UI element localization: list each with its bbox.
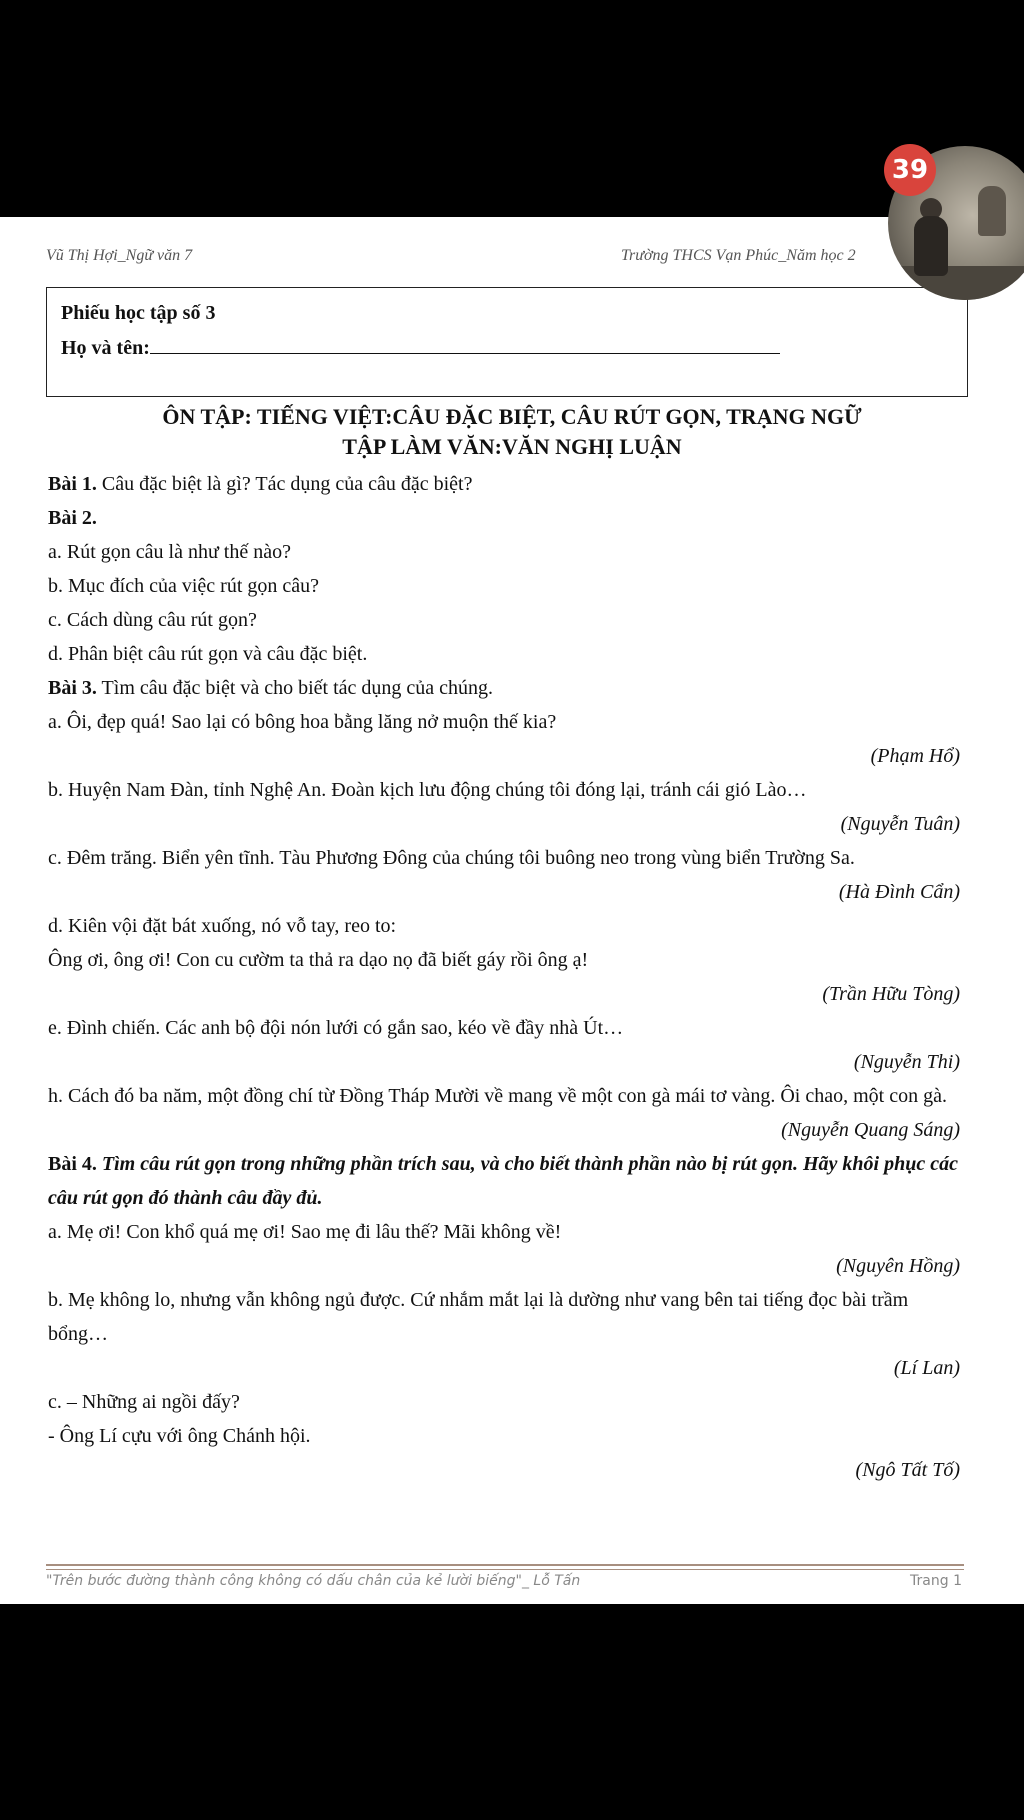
info-box <box>46 287 968 397</box>
bai3-c-author: (Hà Đình Cẩn) <box>838 881 960 903</box>
header-school: Trường THCS Vạn Phúc_Năm học 2 <box>621 247 856 264</box>
bai3-e-author: (Nguyễn Thi) <box>853 1051 960 1073</box>
bai2-item-c: c. Cách dùng câu rút gọn? <box>48 609 257 631</box>
notification-badge[interactable]: 39 <box>884 144 936 196</box>
bai3-d-author: (Trần Hữu Tòng) <box>822 983 960 1005</box>
bai1-label: Bài 1. <box>48 473 97 495</box>
bai4 <box>48 1147 960 1215</box>
bai4-a: a. Mẹ ơi! Con khổ quá mẹ ơi! Sao mẹ đi lâu thế? Mãi không về! <box>48 1221 562 1243</box>
footer-quote: "Trên bước đường thành công không có dấu chân của kẻ lười biếng"_ Lỗ Tấn <box>46 1573 581 1589</box>
bai3-h: h. Cách đó ba năm, một đồng chí từ Đồng Tháp Mười về mang về một con gà mái tơ vàng. Ôi chao, một con gà. <box>48 1085 947 1107</box>
bai4-text: Tìm câu rút gọn trong những phần trích sau, và cho biết thành phần nào bị rút gọn. Hãy khôi phục các câu rút gọn đó thành câu đầy đủ. <box>48 1153 958 1209</box>
bai4-c-author: (Ngô Tất Tố) <box>855 1459 960 1481</box>
bai3-h-author: (Nguyễn Quang Sáng) <box>781 1119 960 1141</box>
bai2-item-b: b. Mục đích của việc rút gọn câu? <box>48 575 320 597</box>
name-field <box>61 335 780 360</box>
bai1 <box>48 467 960 501</box>
bai4-label: Bài 4. <box>48 1153 97 1175</box>
bai3-c: c. Đêm trăng. Biển yên tĩnh. Tàu Phương Đông của chúng tôi buông neo trong vùng biển Trường Sa. <box>48 847 855 869</box>
page-number: Trang 1 <box>910 1573 962 1589</box>
bai3-a-author: (Phạm Hổ) <box>870 745 960 767</box>
bai2-item-d: d. Phân biệt câu rút gọn và câu đặc biệt. <box>48 643 368 665</box>
bai3-text: Tìm câu đặc biệt và cho biết tác dụng của chúng. <box>96 677 494 699</box>
bai3-b: b. Huyện Nam Đàn, tỉnh Nghệ An. Đoàn kịch lưu động chúng tôi đóng lại, tránh cái gió Lào… <box>48 779 807 801</box>
name-blank-line <box>150 335 780 354</box>
name-label: Họ và tên: <box>61 337 150 359</box>
bai2-label: Bài 2. <box>48 507 97 529</box>
bai4-c-line2: - Ông Lí cựu với ông Chánh hội. <box>48 1425 311 1447</box>
bai4-b: b. Mẹ không lo, nhưng vẫn không ngủ được. Cứ nhắm mắt lại là dường như vang bên tai tiếng đọc bài trầm bổng… <box>48 1289 909 1345</box>
bai3-a: a. Ôi, đẹp quá! Sao lại có bông hoa bằng lăng nở muộn thế kia? <box>48 711 557 733</box>
main-title: ÔN TẬP: TIẾNG VIỆT:CÂU ĐẶC BIỆT, CÂU RÚT GỌN, TRẠNG NGỮ <box>162 404 862 429</box>
sub-title: TẬP LÀM VĂN:VĂN NGHỊ LUẬN <box>342 434 682 459</box>
bai3-b-author: (Nguyễn Tuân) <box>840 813 960 835</box>
header-author: Vũ Thị Hợi_Ngữ văn 7 <box>46 247 193 264</box>
sheet-title: Phiếu học tập số 3 <box>61 302 216 324</box>
bai3-d-line1: d. Kiên vội đặt bát xuống, nó vỗ tay, reo to: <box>48 915 397 937</box>
bai3-e: e. Đình chiến. Các anh bộ đội nón lưới có gắn sao, kéo về đầy nhà Út… <box>48 1017 624 1039</box>
bai4-c-line1: c. – Những ai ngồi đấy? <box>48 1391 240 1413</box>
bai4-a-author: (Nguyên Hồng) <box>836 1255 960 1277</box>
footer-divider <box>46 1564 964 1566</box>
bai4-b-author: (Lí Lan) <box>893 1357 960 1379</box>
bai3-label: Bài 3. <box>48 677 97 699</box>
bai1-text: Câu đặc biệt là gì? Tác dụng của câu đặc biệt? <box>96 473 473 495</box>
document-page <box>0 217 1024 1604</box>
footer-divider-thin <box>46 1569 964 1570</box>
bai3-d-line2: Ông ơi, ông ơi! Con cu cườm ta thả ra dạo nọ đã biết gáy rồi ông ạ! <box>48 949 589 971</box>
bai2-item-a: a. Rút gọn câu là như thế nào? <box>48 541 291 563</box>
exercise-content <box>48 467 960 1487</box>
bai3 <box>48 671 960 705</box>
